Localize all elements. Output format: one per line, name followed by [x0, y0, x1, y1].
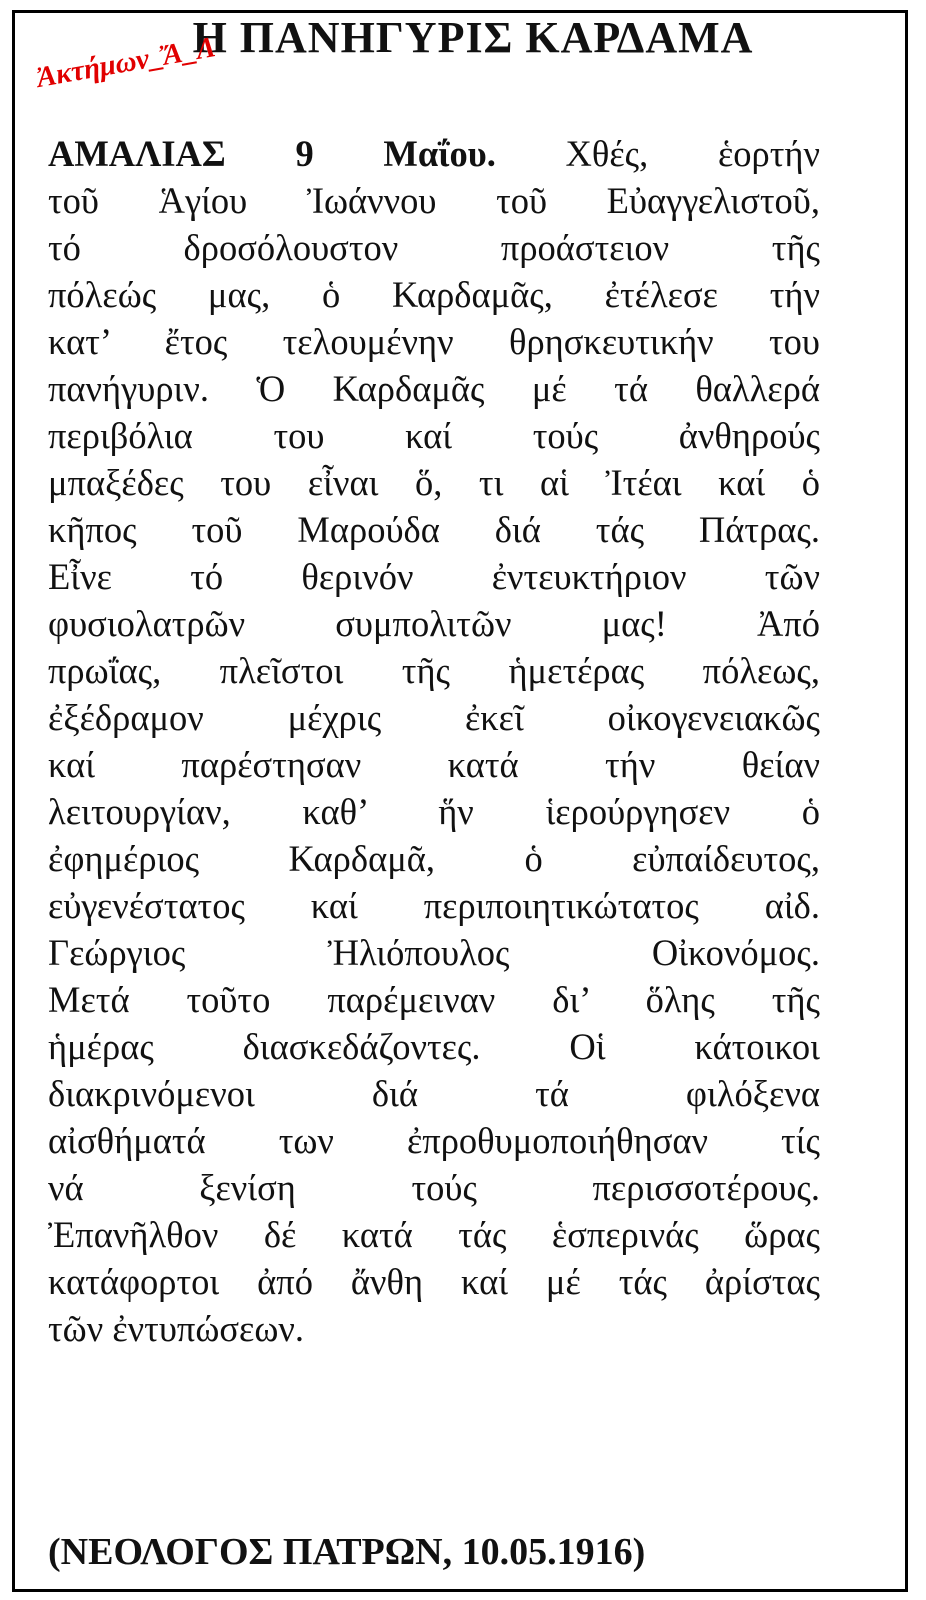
article-line: περιβόλια του καί τούς ἀνθηρούς: [48, 415, 820, 456]
article-line: τό δροσόλουστον προάστειον τῆς: [48, 227, 820, 268]
watermark-signature: Ἀκτήμων_Ἄ_Λ: [34, 31, 219, 95]
article-line: ΑΜΑΛΙΑΣ 9 Μαΐου. Χθές, ἑορτήν: [48, 133, 820, 174]
dateline: ΑΜΑΛΙΑΣ 9 Μαΐου.: [48, 133, 496, 174]
article-line: ἐφημέριος Καρδαμᾶ, ὁ εὐπαίδευτος,: [48, 838, 820, 879]
article-line: τῶν ἐντυπώσεων.: [48, 1308, 304, 1349]
page-title: Η ΠΑΝΗΓΥΡΙΣ ΚΑΡΔΑΜΑ: [192, 13, 754, 62]
article-line: κῆπος τοῦ Μαρούδα διά τάς Πάτρας.: [48, 509, 820, 550]
article-line: κατ’ ἔτος τελουμένην θρησκευτικήν του: [48, 321, 820, 362]
article-line: λειτουργίαν, καθ’ ἥν ἱερούργησεν ὁ: [48, 791, 820, 832]
article-line: αἰσθήματά των ἐπροθυμοποιήθησαν τίς: [48, 1120, 820, 1161]
article-line: πόλεώς μας, ὁ Καρδαμᾶς, ἐτέλεσε τήν: [48, 274, 820, 315]
article-line: Ἐπανῆλθον δέ κατά τάς ἑσπερινάς ὥρας: [48, 1214, 820, 1255]
article-line: Εἶνε τό θερινόν ἐντευκτήριον τῶν: [48, 556, 820, 597]
article-line: εὐγενέστατος καί περιποιητικώτατος αἰδ.: [48, 885, 820, 926]
article-body: [48, 130, 820, 1352]
article-line: πανήγυριν. Ὁ Καρδαμᾶς μέ τά θαλλερά: [48, 368, 820, 409]
article-line: μπαξέδες του εἶναι ὅ, τι αἱ Ἰτέαι καί ὁ: [48, 462, 820, 503]
article-line: νά ξενίση τούς περισσοτέρους.: [48, 1167, 820, 1208]
article-line: καί παρέστησαν κατά τήν θείαν: [48, 744, 820, 785]
article-line: φυσιολατρῶν συμπολιτῶν μας! Ἀπό: [48, 603, 820, 644]
article-line: ἡμέρας διασκεδάζοντες. Οἱ κάτοικοι: [48, 1026, 820, 1067]
article-line: διακρινόμενοι διά τά φιλόξενα: [48, 1073, 820, 1114]
article-line: πρωΐας, πλεῖστοι τῆς ἡμετέρας πόλεως,: [48, 650, 820, 691]
source-citation: (ΝΕΟΛΟΓΟΣ ΠΑΤΡΩΝ, 10.05.1916): [48, 1531, 646, 1573]
article-line: Γεώργιος Ἠλιόπουλος Οἰκονόμος.: [48, 932, 820, 973]
article-line: κατάφορτοι ἀπό ἄνθη καί μέ τάς ἀρίστας: [48, 1261, 820, 1302]
article-line: Μετά τοῦτο παρέμειναν δι’ ὅλης τῆς: [48, 979, 820, 1020]
article-line: ἐξέδραμον μέχρις ἐκεῖ οἰκογενειακῶς: [48, 697, 820, 738]
article-line: τοῦ Ἁγίου Ἰωάννου τοῦ Εὐαγγελιστοῦ,: [48, 180, 820, 221]
